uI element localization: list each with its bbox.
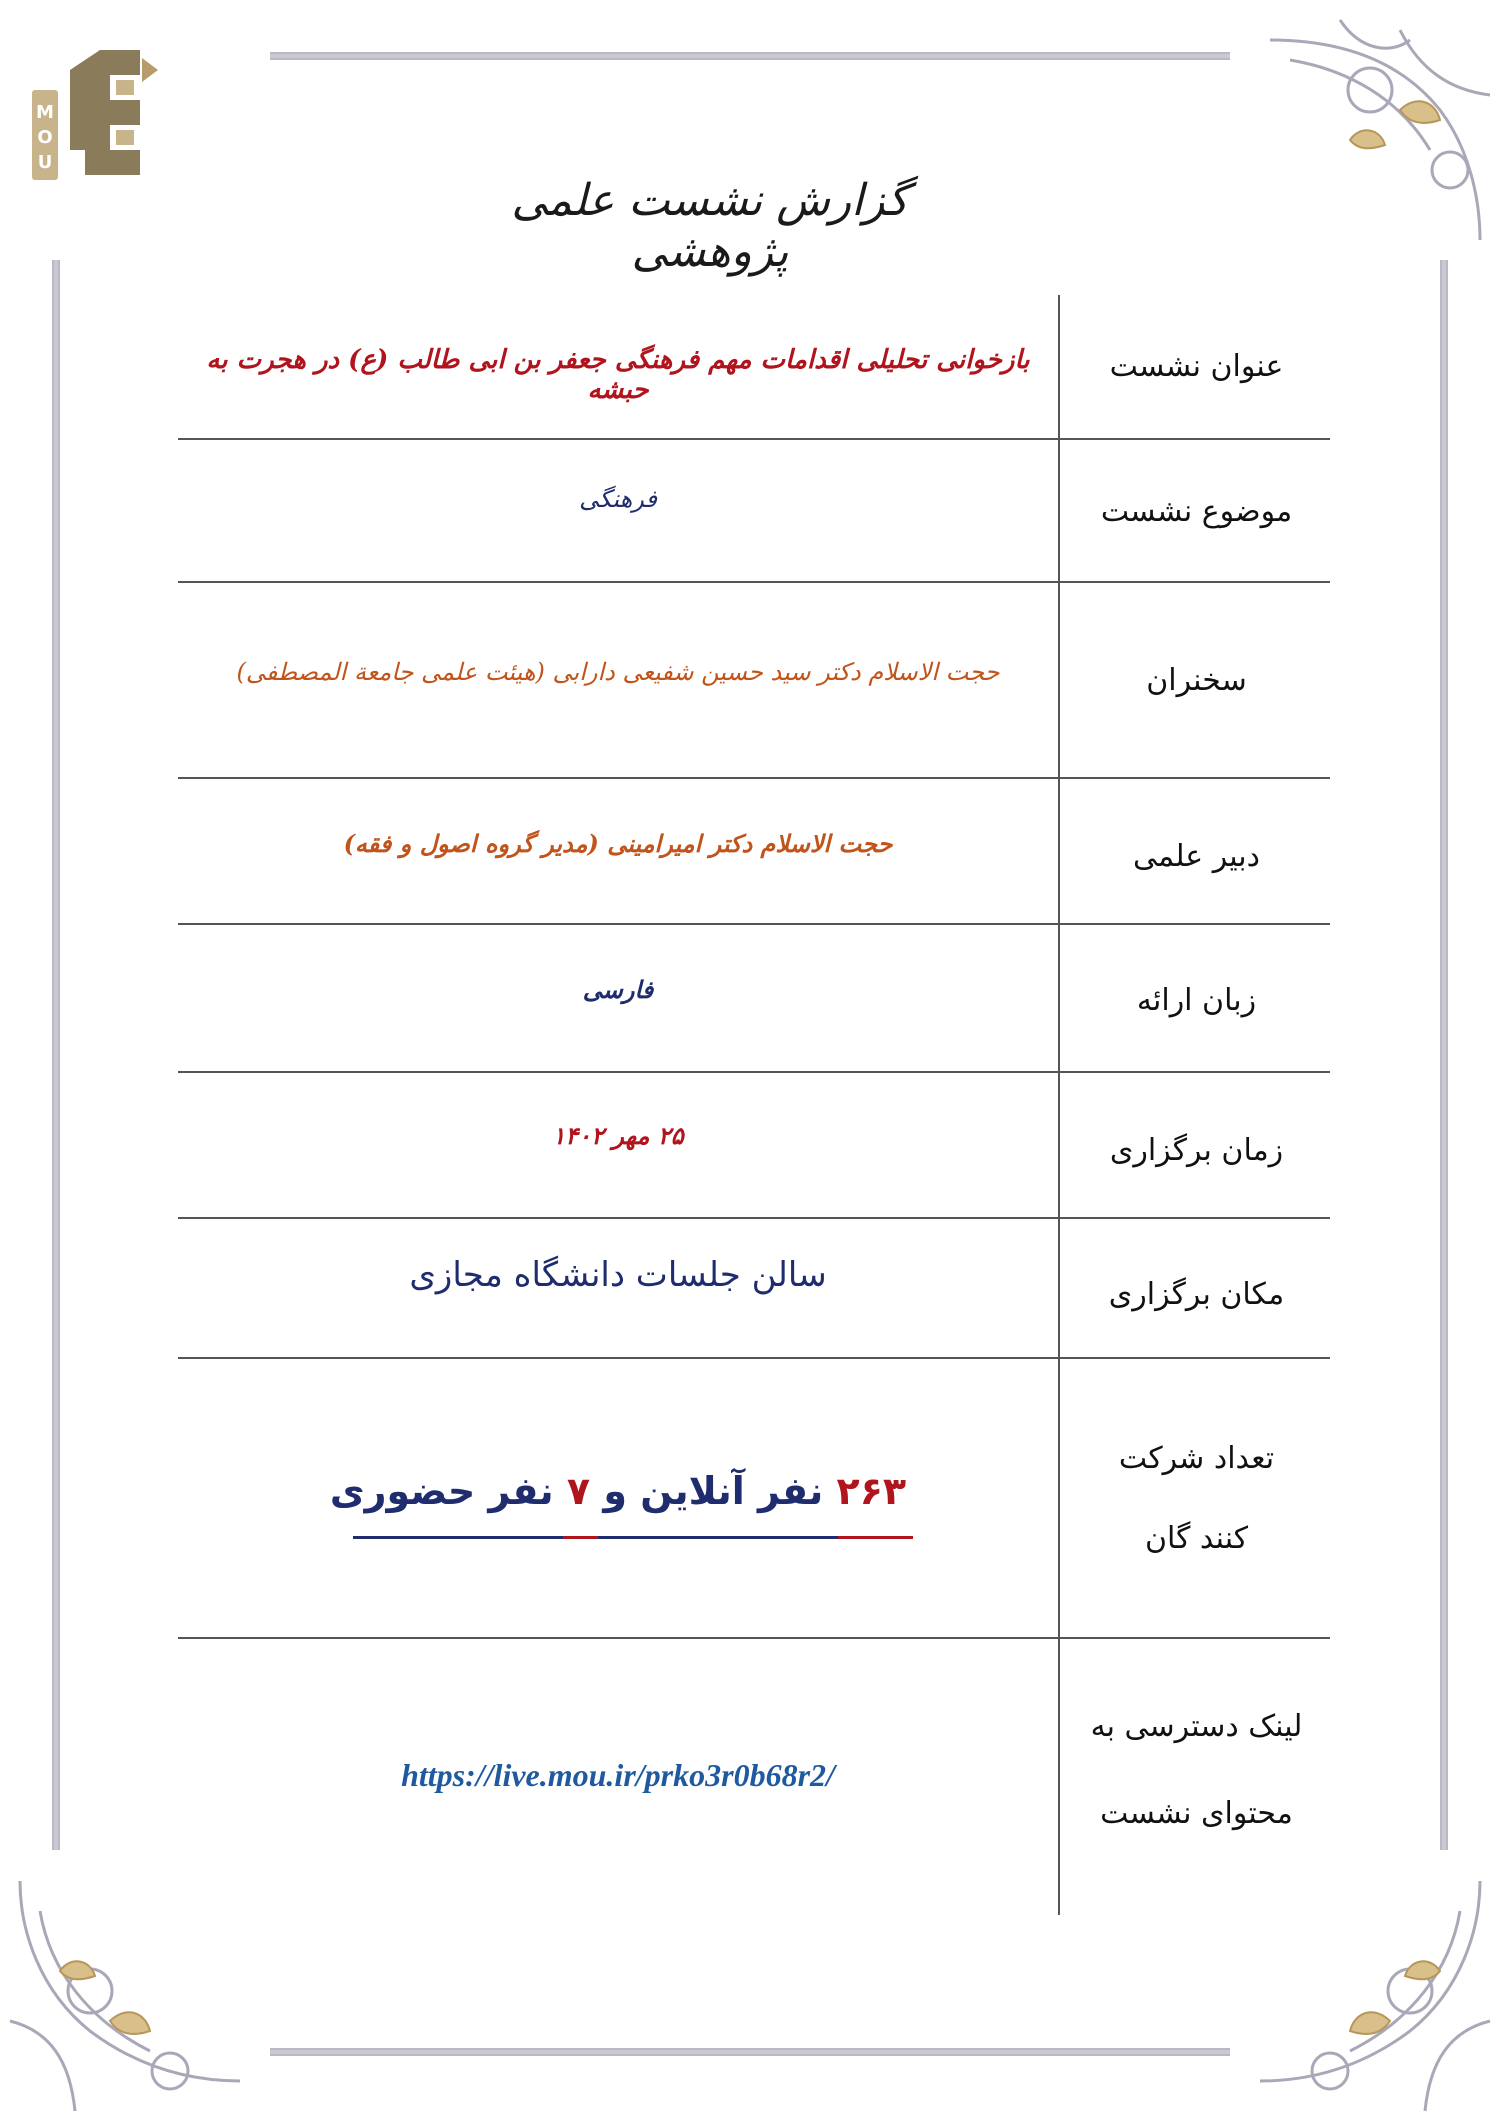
venue-value: سالن جلسات دانشگاه مجازی: [409, 1255, 827, 1295]
svg-text:M: M: [36, 102, 54, 123]
frame-bottom-line: [270, 2048, 1230, 2056]
content-link-wrapper: [178, 1757, 1058, 1794]
attendees-value: [178, 1469, 1058, 1513]
svg-text:O: O: [37, 127, 53, 148]
attendees-underline-navy: [598, 1536, 838, 1539]
online-count: ۲۶۳: [836, 1469, 907, 1513]
speaker-label: سخنران: [1146, 663, 1247, 698]
venue-label: مکان برگزاری: [1108, 1277, 1285, 1312]
in-person-text: نفر حضوری: [329, 1469, 554, 1513]
content-link[interactable]: https://live.mou.ir/prko3r0b68r2/: [401, 1757, 835, 1793]
link-label-line1: لینک دسترسی به: [1090, 1709, 1303, 1744]
attendees-underline-navy: [353, 1536, 563, 1539]
table-row-subject: [178, 440, 1330, 583]
link-label-line2: محتوای نشست: [1100, 1796, 1293, 1831]
table-row-secretary: [178, 779, 1330, 925]
university-logo: [30, 40, 160, 190]
language-value: فارسی: [582, 975, 654, 1004]
speaker-value: حجت الاسلام دکتر سید حسین شفیعی دارابی (هیئت علمی جامعة المصطفی): [236, 658, 1000, 686]
table-row-link: [178, 1639, 1330, 1915]
page-title: گزارش نشست علمی پژوهشی: [511, 175, 909, 277]
session-subject-value: فرهنگی: [579, 485, 657, 513]
secretary-label: دبیر علمی: [1132, 839, 1261, 874]
attendees-underline-red: [838, 1536, 913, 1539]
in-person-count: ۷: [566, 1469, 591, 1513]
frame-right-line: [1440, 260, 1448, 1850]
table-row-venue: [178, 1219, 1330, 1359]
corner-ornament-top-right: [1250, 0, 1500, 250]
frame-left-line: [52, 260, 60, 1850]
language-label: زبان ارائه: [1136, 983, 1257, 1018]
attendees-underline-red: [563, 1536, 598, 1539]
date-label: زمان برگزاری: [1109, 1133, 1284, 1168]
table-row-speaker: [178, 583, 1330, 779]
attendees-label-line1: تعداد شرکت: [1118, 1441, 1275, 1476]
session-title-label: عنوان نشست: [1109, 349, 1284, 384]
table-row-language: [178, 925, 1330, 1073]
session-title-value: بازخوانی تحلیلی اقدامات مهم فرهنگی جعفر بن ابی طالب (ع) در هجرت به حبشه: [206, 345, 1030, 405]
secretary-value: حجت الاسلام دکتر امیرامینی (مدیر گروه اصول و فقه): [343, 829, 893, 858]
frame-top-line: [270, 52, 1230, 60]
online-text: نفر آنلاین و: [603, 1469, 824, 1513]
svg-text:U: U: [37, 152, 53, 173]
table-row-title: [178, 295, 1330, 440]
table-row-attendees: [178, 1359, 1330, 1639]
session-subject-label: موضوع نشست: [1100, 494, 1293, 529]
table-row-date: [178, 1073, 1330, 1219]
date-value: ۲۵ مهر ۱۴۰۲: [552, 1121, 684, 1150]
attendees-label-line2: کنند گان: [1144, 1521, 1249, 1556]
